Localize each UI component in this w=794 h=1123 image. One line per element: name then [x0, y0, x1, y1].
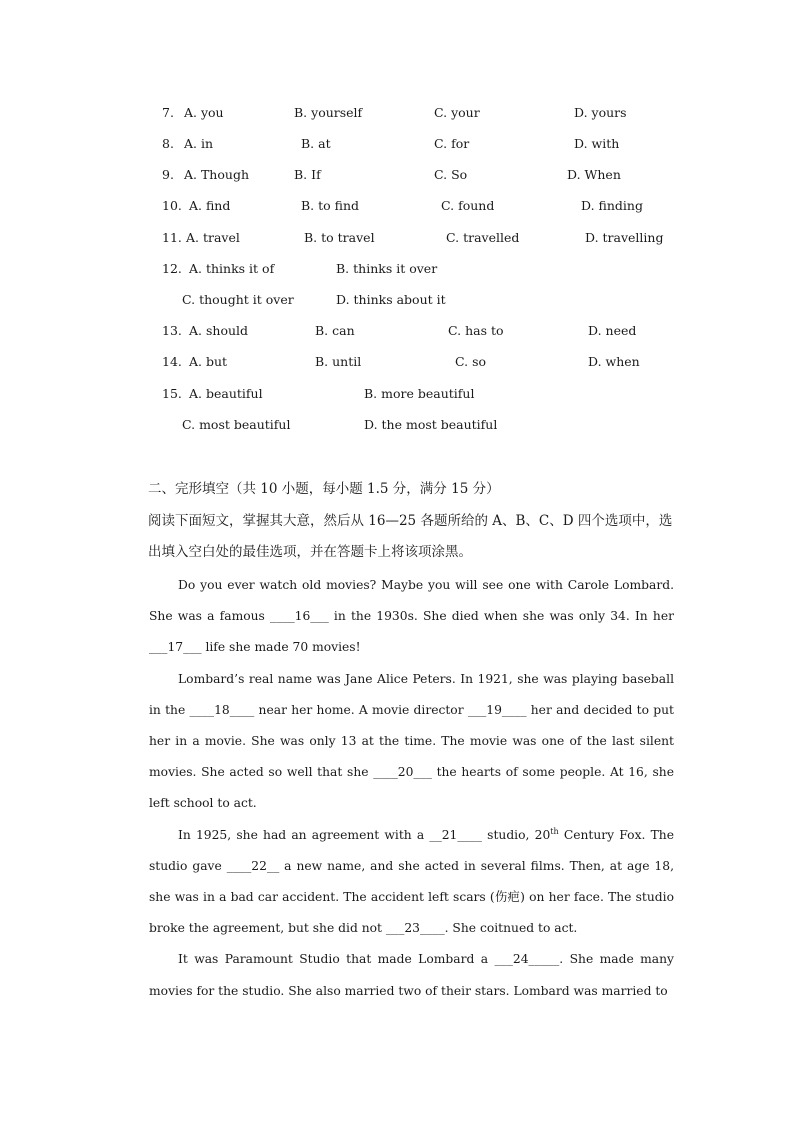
question-row	[0, 354, 794, 374]
question-row-continued	[0, 292, 794, 312]
question-number: 13.	[162, 323, 182, 338]
question-number: 15.	[162, 386, 182, 401]
option-b: B. to travel	[304, 230, 375, 245]
passage-paragraph: Lombard’s real name was Jane Alice Peters. In 1921, she was playing baseball in the ____18____ near her home. A movie director ___19____ her and decided to put her in a movie. She was only 13 at the time. The movie was one of the last silent movies. She acted so well that she ____20___ the hearts of some people. At 16, she left school to act.	[149, 671, 674, 811]
question-row	[0, 323, 794, 343]
question-number: 10.	[162, 198, 182, 213]
option-c: C. found	[441, 198, 495, 213]
option-d: D. travelling	[585, 230, 664, 245]
option-c: C. for	[434, 136, 470, 151]
question-number: 12.	[162, 261, 182, 276]
passage-paragraph	[149, 820, 674, 945]
option-b: B. until	[315, 354, 362, 369]
option-b: B. If	[294, 167, 321, 182]
option-b: B. to find	[301, 198, 360, 213]
passage-text: In 1925, she had an agreement with a __21____ studio, 20	[178, 827, 551, 842]
option-d: D. when	[588, 354, 640, 369]
option-d: D. yours	[574, 105, 627, 120]
option-b: B. can	[315, 323, 355, 338]
question-row	[0, 105, 794, 125]
question-row	[0, 167, 794, 187]
cloze-passage	[149, 570, 674, 1007]
option-c: C. so	[455, 354, 487, 369]
passage-text: Century Fox. The studio gave ____22__ a new name, and she acted in several films. Then, at age 18, she was in a bad car accident. The accident left scars (伤疤) on her face. The studio broke the agreement, but she did not ___23____. She coitnued to act.	[149, 827, 674, 936]
option-d: D. When	[567, 167, 621, 182]
passage-paragraph: Do you ever watch old movies? Maybe you will see one with Carole Lombard. She was a famous ____16___ in the 1930s. She died when she was only 34. In her ___17___ life she made 70 movies!	[149, 578, 674, 655]
option-a: A. but	[189, 354, 228, 369]
option-d: D. the most beautiful	[364, 417, 498, 432]
option-b: B. yourself	[294, 105, 363, 120]
question-number: 11.	[162, 230, 182, 245]
question-number: 8.	[162, 136, 174, 151]
question-row	[0, 198, 794, 218]
option-c: C. has to	[448, 323, 504, 338]
option-a: A. should	[189, 323, 249, 338]
option-c: C. most beautiful	[182, 417, 291, 432]
question-row	[0, 136, 794, 156]
option-c: C. travelled	[446, 230, 520, 245]
option-b: B. thinks it over	[336, 261, 438, 276]
question-number: 14.	[162, 354, 182, 369]
option-c: C. your	[434, 105, 480, 120]
section-instruction: 出填入空白处的最佳选项，并在答题卡上将该项涂黑。	[148, 544, 472, 560]
option-a: A. you	[184, 105, 224, 120]
section-title: 二、完形填空（共 10 小题，每小题 1.5 分，满分 15 分）	[148, 481, 500, 497]
option-a: A. Though	[184, 167, 249, 182]
option-c: C. So	[434, 167, 468, 182]
option-d: D. finding	[581, 198, 643, 213]
option-b: B. more beautiful	[364, 386, 475, 401]
ordinal-suffix: th	[550, 826, 559, 836]
option-b: B. at	[301, 136, 331, 151]
section-instruction: 阅读下面短文，掌握其大意，然后从 16—25 各题所给的 A、B、C、D 四个选项中，选	[148, 513, 673, 529]
question-number: 7.	[162, 105, 174, 120]
option-a: A. thinks it of	[189, 261, 275, 276]
passage-paragraph: It was Paramount Studio that made Lombard a ___24_____. She made many movies for the studio. She also married two of their stars. Lombard was married to	[149, 952, 674, 998]
option-c: C. thought it over	[182, 292, 294, 307]
question-number: 9.	[162, 167, 174, 182]
option-d: D. need	[588, 323, 637, 338]
question-row	[0, 261, 794, 281]
option-a: A. in	[184, 136, 214, 151]
question-row	[0, 386, 794, 406]
question-row-continued	[0, 417, 794, 437]
question-row	[0, 230, 794, 250]
option-d: D. with	[574, 136, 620, 151]
option-a: A. find	[189, 198, 231, 213]
option-a: A. beautiful	[189, 386, 263, 401]
option-d: D. thinks about it	[336, 292, 446, 307]
option-a: A. travel	[186, 230, 240, 245]
